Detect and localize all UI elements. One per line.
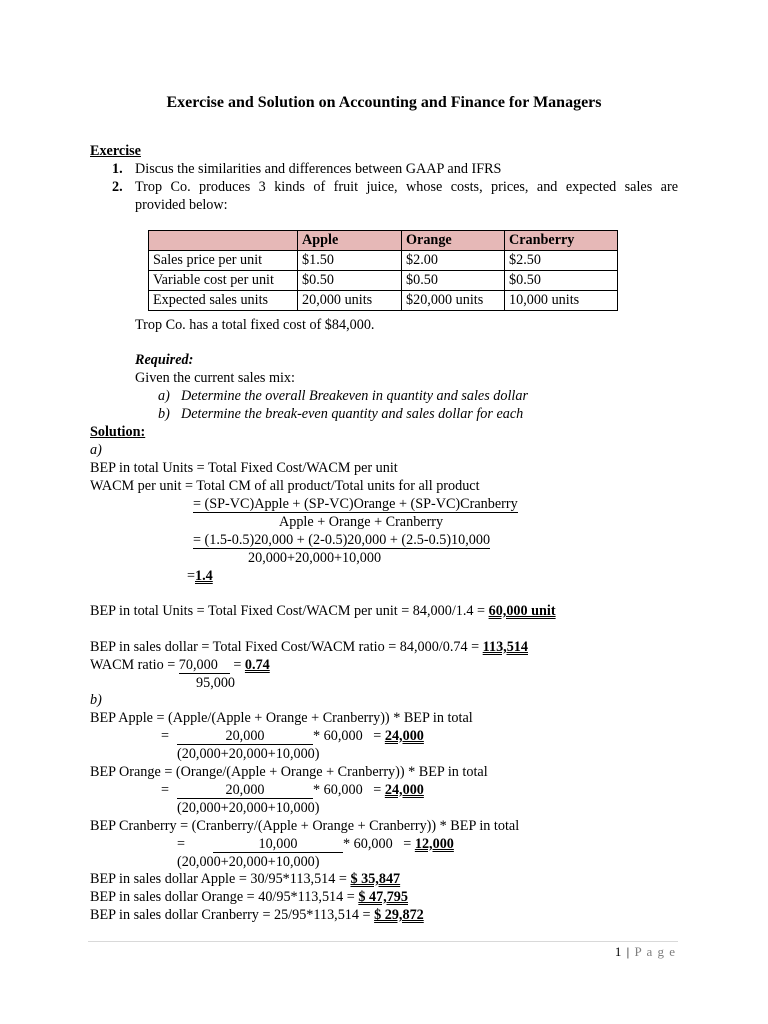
bep-apple-denominator: (20,000+20,000+10,000) [177,746,320,762]
list-item-number: 1. [112,161,123,177]
page-title: Exercise and Solution on Accounting and Finance for Managers [166,94,602,111]
formula-numerator-text: = (SP-VC)Apple + (SP-VC)Orange + (SP-VC)Cranberry [193,496,518,512]
required-item-label: a) [158,388,170,404]
calc-numerator-text: = (1.5-0.5)20,000 + (2-0.5)20,000 + (2.5-0.5)10,000 [193,532,491,548]
bep-cranberry-value: 12,000 [414,836,454,852]
table-header-cell [149,231,298,251]
wacm-ratio-line [90,656,270,674]
table-row [149,291,618,311]
wacm-result [187,567,213,585]
wacm-value: 1.4 [195,568,213,584]
table-header-cell: Cranberry [505,231,618,251]
bep-sales-value: 113,514 [482,639,528,655]
list-item-text: Discus the similarities and differences between GAAP and IFRS [135,161,502,177]
bep-apple-multiplier: * 60,000 = [313,728,385,744]
wacm-ratio-value: 0.74 [244,657,270,673]
bep-apple-equals: = [161,728,170,744]
table-row [149,251,618,271]
bep-cranberry-calc [213,835,454,853]
required-item-text: Determine the break-even quantity and sales dollar for each [181,406,524,422]
bep-apple-calc [177,727,424,745]
bep-sales-text: BEP in sales dollar = Total Fixed Cost/WACM ratio = 84,000/0.74 = [90,639,483,655]
bep-apple-numerator: 20,000 [177,728,313,745]
table-cell: 10,000 units [505,291,618,311]
bep-orange-equals: = [161,782,170,798]
table-cell: $2.50 [505,251,618,271]
bep-cranberry-multiplier: * 60,000 = [343,836,415,852]
fixed-cost-text: Trop Co. has a total fixed cost of $84,000. [135,317,375,333]
bep-units-text: BEP in total Units = Total Fixed Cost/WACM per unit = 84,000/1.4 = [90,603,489,619]
bep-cranberry-numerator: 10,000 [213,836,343,853]
bep-orange-definition: BEP Orange = (Orange/(Apple + Orange + Cranberry)) * BEP in total [90,764,488,780]
bep-orange-value: 24,000 [384,782,424,798]
calc-numerator [193,531,490,549]
table-cell: Expected sales units [149,291,298,311]
formula-numerator [193,495,518,513]
table-cell: $0.50 [505,271,618,291]
wacm-ratio-equals: = [229,657,245,673]
sales-apple-text: BEP in sales dollar Apple = 30/95*113,514 = [90,871,351,887]
sales-cranberry-value: $ 29,872 [374,907,424,923]
table-header-row [149,231,618,251]
table-cell: $20,000 units [402,291,505,311]
table-header-cell: Orange [402,231,505,251]
formula-denominator: Apple + Orange + Cranberry [279,514,444,530]
calc-denominator: 20,000+20,000+10,000 [248,550,382,566]
bep-orange-calc [177,781,424,799]
page-footer [615,944,676,960]
table-cell: Variable cost per unit [149,271,298,291]
footer-separator: | [622,944,635,959]
table-cell: $2.00 [402,251,505,271]
table-cell: $0.50 [298,271,402,291]
wacm-ratio-denominator: 95,000 [196,675,236,691]
bep-cranberry-definition: BEP Cranberry = (Cranberry/(Apple + Orange + Cranberry)) * BEP in total [90,818,520,834]
list-item-text-continued: provided below: [135,197,228,213]
table-cell: 20,000 units [298,291,402,311]
sales-orange-line [90,888,408,906]
list-item-number: 2. [112,179,123,195]
table-cell: Sales price per unit [149,251,298,271]
table-cell: $1.50 [298,251,402,271]
bep-units-line [90,602,556,620]
table-row [149,271,618,291]
required-intro: Given the current sales mix: [135,370,295,386]
wacm-ratio-label: WACM ratio = [90,657,179,673]
bep-cranberry-equals: = [177,836,186,852]
bep-units-value: 60,000 unit [488,603,556,619]
bep-cranberry-denominator: (20,000+20,000+10,000) [177,854,320,870]
bep-orange-denominator: (20,000+20,000+10,000) [177,800,320,816]
sales-orange-value: $ 47,795 [358,889,408,905]
bep-apple-value: 24,000 [384,728,424,744]
bep-apple-definition: BEP Apple = (Apple/(Apple + Orange + Cranberry)) * BEP in total [90,710,473,726]
sales-orange-text: BEP in sales dollar Orange = 40/95*113,514 = [90,889,359,905]
footer-divider [88,941,678,942]
required-heading: Required: [135,352,194,368]
wacm-definition: WACM per unit = Total CM of all product/Total units for all product [90,478,480,494]
page-number: 1 [614,944,623,959]
page-label: P a g e [634,944,676,959]
required-item-text: Determine the overall Breakeven in quantity and sales dollar [181,388,528,404]
list-item-text: Trop Co. produces 3 kinds of fruit juice, whose costs, prices, and expected sales are [135,179,678,195]
required-item-label: b) [158,406,170,422]
table-header-cell: Apple [298,231,402,251]
part-b-label: b) [90,692,102,708]
bep-sales-line [90,638,528,656]
table-cell: $0.50 [402,271,505,291]
solution-heading: Solution: [90,424,146,440]
product-cost-table [148,230,618,311]
sales-apple-value: $ 35,847 [350,871,401,887]
bep-units-definition: BEP in total Units = Total Fixed Cost/WACM per unit [90,460,398,476]
bep-orange-numerator: 20,000 [177,782,313,799]
sales-cranberry-text: BEP in sales dollar Cranberry = 25/95*113,514 = [90,907,375,923]
wacm-ratio-numerator: 70,000 [179,657,230,674]
wacm-equals: = [187,568,196,584]
bep-orange-multiplier: * 60,000 = [313,782,385,798]
sales-apple-line [90,870,400,888]
part-a-label: a) [90,442,102,458]
exercise-heading: Exercise [90,143,141,159]
sales-cranberry-line [90,906,424,924]
